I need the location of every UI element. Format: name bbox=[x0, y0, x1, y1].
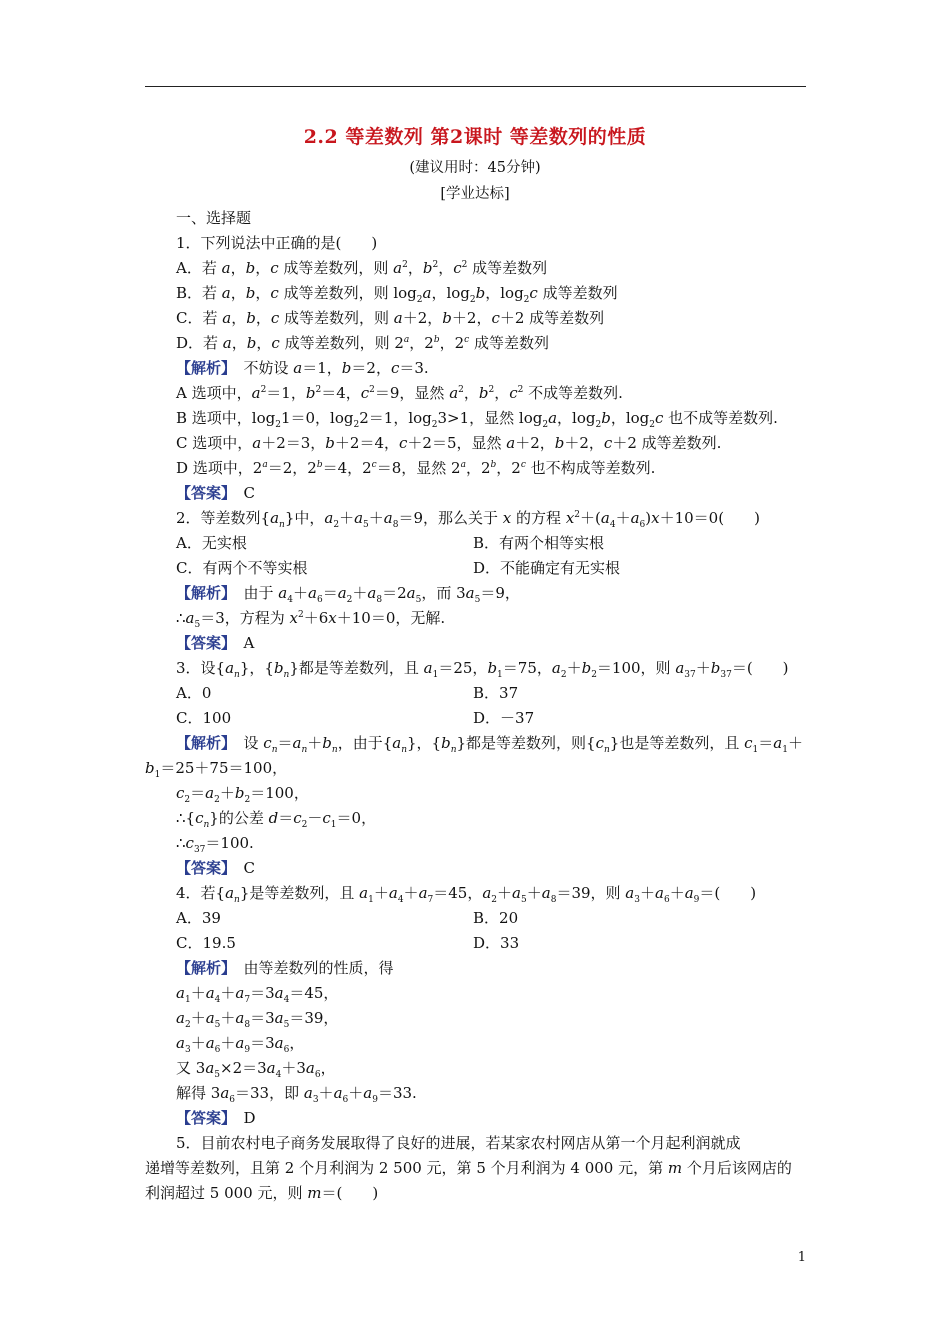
q4-stem: 4．若$\{a_n\}$是等差数列，且 $a_1+a_4+a_7=45$，$a_2+a_5+a_8=39$，则 $a_3+a_6+a_9=$( ) bbox=[176, 884, 757, 905]
q5-stem-line: 利润超过 5 000 元，则 m＝( ) bbox=[145, 1184, 379, 1202]
q1-answer: 【答案】 C bbox=[176, 484, 256, 502]
q3-analysis: 【解析】 设 $c_n=a_n+b_n$，由于$\{a_n\}$，$\{b_n\}$都是等差数列，则$\{c_n\}$也是等差数列，且 $c_1=a_1+$ bbox=[176, 734, 803, 755]
q2-answer: 【答案】 A bbox=[176, 634, 255, 652]
page-number: 1 bbox=[797, 1250, 806, 1265]
q5-stem: 5．目前农村电子商务发展取得了良好的进展，若某家农村网店从第一个月起利润就成 bbox=[176, 1134, 741, 1152]
q3-analysis-line: $\therefore c_{37}=100$. bbox=[176, 834, 254, 855]
q3-option-d: D．－37 bbox=[473, 709, 535, 727]
q1-analysis-line: C 选项中，a＋2＝3，b＋2＝4，c＋2＝5，显然 a＋2，b＋2，c＋2 成等差数列. bbox=[176, 434, 722, 452]
q2-option-a: A．无实根 bbox=[176, 534, 247, 552]
q1-analysis: 【解析】 不妨设 a＝1，b＝2，c＝3. bbox=[176, 359, 429, 377]
q2-stem: 2．等差数列$\{a_n\}$中，$a_2+a_5+a_8=9$，那么关于 x 的方程 $x^2+(a_4+a_6)x+10=0$( ) bbox=[176, 509, 760, 530]
q1-analysis-line: B 选项中，$\log_21=0$，$\log_22=1$，$\log_23>1$，显然 $\log_2a$，$\log_2b$，$\log_2c$ 也不成等差数列. bbox=[176, 409, 778, 430]
q3-option-b: B．37 bbox=[473, 684, 519, 702]
q2-analysis: 【解析】 由于 $a_4+a_6=a_2+a_8=2a_5$，而 $3a_5=9$， bbox=[176, 584, 520, 605]
q4-analysis: 【解析】 由等差数列的性质，得 bbox=[176, 959, 394, 977]
q4-analysis-line: $a_2+a_5+a_8=3a_5=39$， bbox=[176, 1009, 339, 1030]
q3-option-a: A．0 bbox=[176, 684, 212, 702]
q2-option-c: C．有两个不等实根 bbox=[176, 559, 308, 577]
q1-analysis-line: D 选项中，$2^a=2$，$2^b=4$，$2^c=8$，显然 2$^a$，2$^b$，2$^c$ 也不构成等差数列. bbox=[176, 459, 656, 477]
q4-answer: 【答案】 D bbox=[176, 1109, 256, 1127]
q4-option-d: D．33 bbox=[473, 934, 520, 952]
q3-answer: 【答案】 C bbox=[176, 859, 256, 877]
q4-option-b: B．20 bbox=[473, 909, 519, 927]
q4-option-c: C．19.5 bbox=[176, 934, 236, 952]
page-title: 2.2 等差数列 第2课时 等差数列的性质 bbox=[303, 126, 647, 148]
q2-option-b: B．有两个相等实根 bbox=[473, 534, 605, 552]
q1-option-c: C．若 a，b，c 成等差数列，则 a＋2，b＋2，c＋2 成等差数列 bbox=[176, 309, 605, 327]
section-heading: 一、选择题 bbox=[176, 209, 252, 227]
q1-option-b: B．若 a，b，c 成等差数列，则 $\log_2a$，$\log_2b$，$\log_2c$ 成等差数列 bbox=[176, 284, 618, 305]
q4-option-a: A．39 bbox=[176, 909, 221, 927]
q3-stem: 3．设$\{a_n\}$，$\{b_n\}$都是等差数列，且 $a_1=25$，$b_1=75$，$a_2+b_2=100$，则 $a_{37}+b_{37}=$( ) bbox=[176, 659, 789, 680]
q4-analysis-line: $a_3+a_6+a_9=3a_6$， bbox=[176, 1034, 305, 1055]
q4-analysis-line: 解得 $3a_6=33$，即 $a_3+a_6+a_9=33$. bbox=[176, 1084, 417, 1105]
q1-option-d: D．若 a，b，c 成等差数列，则 2$^a$，2$^b$，2$^c$ 成等差数列 bbox=[176, 334, 549, 352]
q2-option-d: D．不能确定有无实根 bbox=[473, 559, 621, 577]
q3-analysis-line: $b_1=25+75=100$， bbox=[145, 759, 288, 780]
q1-analysis-line: A 选项中，$a^2=1$，$b^2=4$，$c^2=9$，显然 $a^2$，$b^2$，$c^2$ 不成等差数列. bbox=[176, 384, 623, 402]
q4-analysis-line: 又 $3a_5\times 2=3a_4+3a_6$， bbox=[176, 1059, 336, 1080]
q3-option-c: C．100 bbox=[176, 709, 232, 727]
time-note: (建议用时：45分钟) bbox=[409, 160, 541, 176]
q4-analysis-line: $a_1+a_4+a_7=3a_4=45$， bbox=[176, 984, 339, 1005]
header-rule bbox=[145, 86, 806, 87]
q3-analysis-line: $c_2=a_2+b_2=100$， bbox=[176, 784, 309, 805]
section-label: [学业达标] bbox=[440, 186, 510, 202]
q3-analysis-line: $\therefore\{c_n\}$的公差 $d=c_2-c_1=0$， bbox=[176, 809, 377, 830]
q1-stem: 1．下列说法中正确的是( ) bbox=[176, 234, 378, 252]
q2-analysis-line: $\therefore a_5=3$，方程为 $x^2+6x+10=0$，无解. bbox=[176, 609, 446, 630]
q1-option-a: A．若 a，b，c 成等差数列，则 $a^2$，$b^2$，$c^2$ 成等差数列 bbox=[176, 259, 548, 277]
q5-stem-line: 递增等差数列，且第 2 个月利润为 2 500 元，第 5 个月利润为 4 000 元，第 m 个月后该网店的 bbox=[145, 1159, 792, 1177]
